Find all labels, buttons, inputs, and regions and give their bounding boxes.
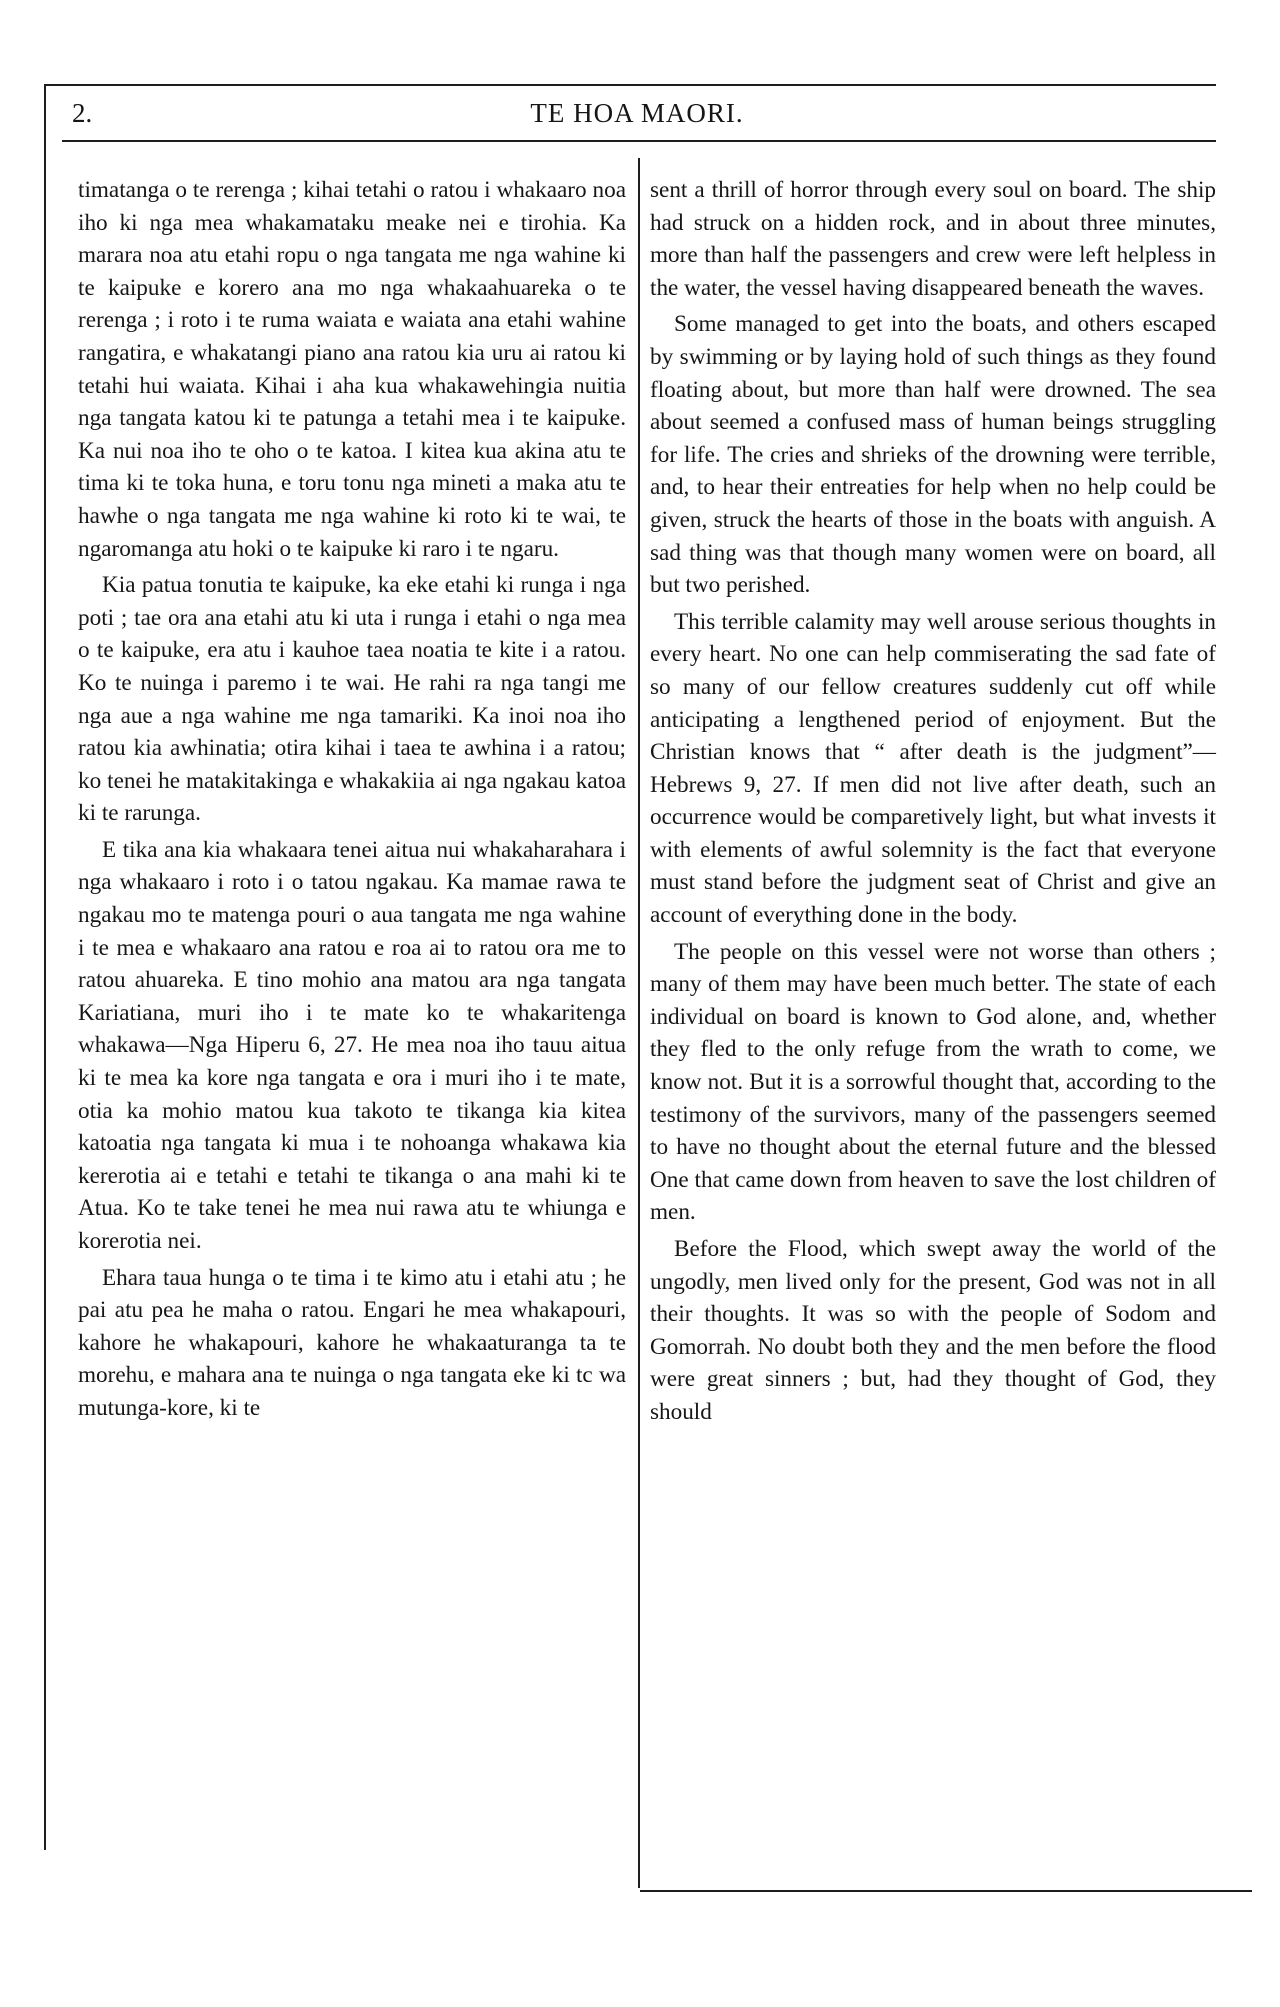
top-rule: [44, 84, 1216, 86]
left-paragraph: Ehara taua hunga o te tima i te kimo atu i etahi atu ; he pai atu pea he maha o ratou. Engari he mea whakapouri, kahore he whakapouri, kahore he whakaaturanga ta te morehu, e mahara ana te nuinga o nga tangata eke ki tc wa mutunga-kore, ki te: [78, 1264, 626, 1421]
running-title: TE HOA MAORI.: [530, 98, 744, 128]
page-header: [62, 96, 1212, 130]
left-paragraph: Kia patua tonutia te kaipuke, ka eke etahi ki runga i nga poti ; tae ora ana etahi atu ki uta i runga i etahi o nga mea o te kaipuke, era atu i kauhoe taea noatia te kite i a ratou. Ko te nuinga i paremo i te wai. He rahi ra nga tangi me nga aue a nga wahine me nga tamariki. Ka inoi noa iho ratou kia awhinatia; otira kihai i taea te awhina i a ratou; ko tenei he matakitakinga e whakakiia ai nga ngakau katoa ki te rarunga.: [78, 572, 626, 827]
left-paragraph: timatanga o te rerenga ; kihai tetahi o ratou i whakaaro noa iho ki nga mea whakamataku meake nei e tirohia. Ka marara noa atu etahi ropu o nga tangata me nga wahine ki te kaipuke e korero ana mo nga whakaahuareka o te rerenga ; i roto i te ruma waiata e waiata ana etahi wahine rangatira, e whakatangi piano ana ratou kia uru ai ratou ki tetahi hui waiata. Kihai i aha kua whakawehingia nuitia nga tangata katou ki te patunga a tetahi mea i te kaipuke. Ka nui noa iho te oho o te katoa. I kitea kua akina atu te tima ki te toka huna, e toru tonu nga mineti a maka atu te hawhe o nga tangata me nga wahine ki roto ki te wai, te ngaromanga atu hoki o te kaipuke ki raro i te ngaru.: [78, 177, 626, 562]
left-margin-rule: [44, 84, 46, 1850]
column-divider: [638, 158, 640, 1888]
right-paragraph: Some managed to get into the boats, and others escaped by swimming or by laying hold of such things as they found floating about, but more than half were drowned. The sea about seemed a confused mass of human beings struggling for life. The cries and shrieks of the drowning were terrible, and, to hear their entreaties for help when no help could be given, struck the hearts of those in the boats with anguish. A sad thing was that though many women were on board, all but two perished.: [650, 311, 1216, 599]
page-number: 2.: [72, 98, 93, 128]
right-paragraph: This terrible calamity may well arouse serious thoughts in every heart. No one can help commiserating the sad fate of so many of our fellow creatures suddenly cut off while anticipating a lengthened period of enjoyment. But the Christian knows that “ after death is the judgment”—Hebrews 9, 27. If men did not live after death, such an occurrence would be comparetively light, but what invests it with elements of awful solemnity is the fact that everyone must stand before the judgment seat of Christ and give an account of everything done in the body.: [650, 608, 1216, 929]
right-paragraph: sent a thrill of horror through every soul on board. The ship had struck on a hidden rock, and in about three minutes, more than half the passengers and crew were left helpless in the water, the vessel having disappeared beneath the waves.: [650, 177, 1216, 301]
right-paragraph: Before the Flood, which swept away the world of the ungodly, men lived only for the present, God was not in all their thoughts. It was so with the people of Sodom and Gomorrah. No doubt both they and the men before the flood were great sinners ; but, had they thought of God, they should: [650, 1236, 1216, 1425]
left-column: [78, 174, 626, 1425]
right-paragraph: The people on this vessel were not worse than others ; many of them may have been much better. The state of each individual on board is known to God alone, and, whether they fled to the only refuge from the wrath to come, we know not. But it is a sorrowful thought that, according to the testimony of the survivors, many of the passengers seemed to have no thought about the eternal future and the blessed One that came down from heaven to save the lost children of men.: [650, 938, 1216, 1226]
left-paragraph: E tika ana kia whakaara tenei aitua nui whakaharahara i nga whakaaro i roto i o tatou ngakau. Ka mamae rawa te ngakau mo te matenga pouri o aua tangata me nga wahine i te mea e whakaaro ana ratou e roa ai to ratou ora me to ratou ahuareka. E tino mohio ana matou ara nga tangata Kariatiana, muri iho i te mate ko te whakaritenga whakawa—Nga Hiperu 6, 27. He mea noa iho tauu aitua ki te mea ka kore nga tangata e ora i muri iho i te mate, otia ka mohio matou kua takoto te tikanga kia kitea katoatia nga tangata ki mua i te nohoanga whakawa kia kererotia ai e tetahi e tetahi te tikanga o ana mahi ki te Atua. Ko te take tenei he mea nui rawa atu te whiunga e korerotia nei.: [78, 836, 626, 1254]
bottom-rule: [640, 1890, 1252, 1892]
right-column: [650, 174, 1216, 1429]
header-rule: [62, 140, 1216, 142]
